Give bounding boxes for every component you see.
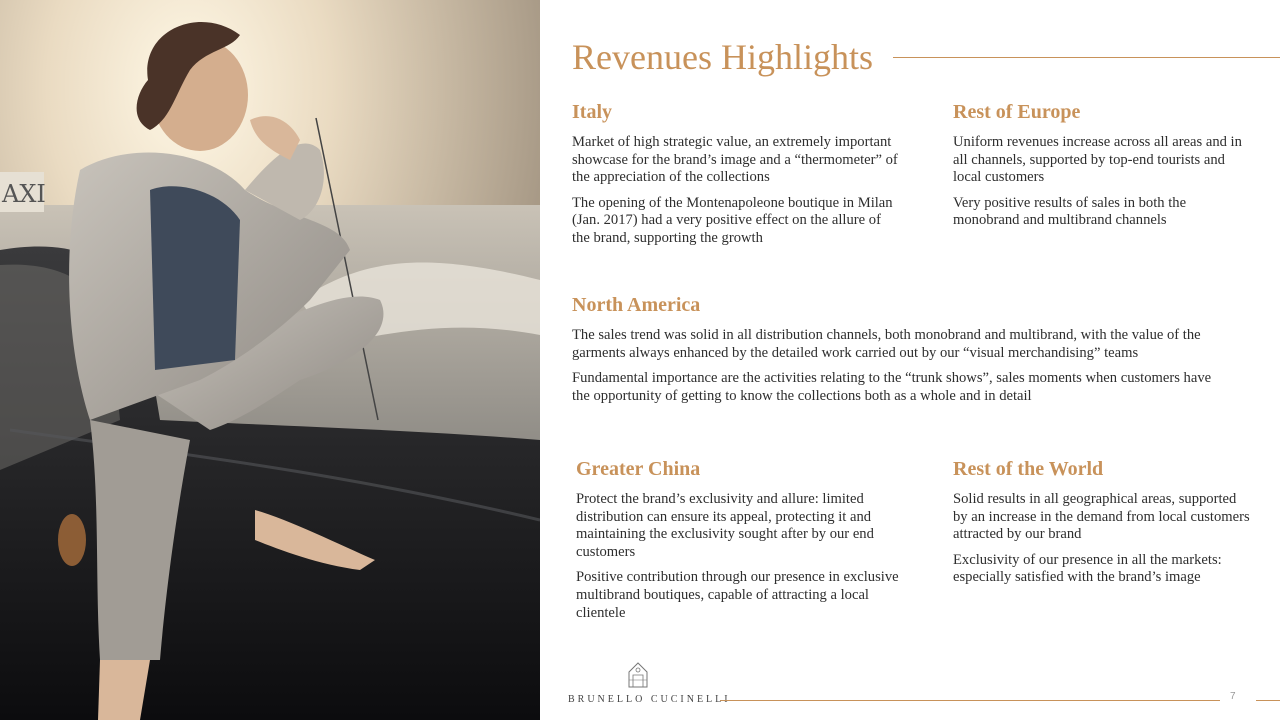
section-paragraph: Fundamental importance are the activities relating to the “trunk shows”, sales moments when customers have the opportunity of getting to know the collections both as a whole and in detail [572,370,1212,404]
section-paragraph: Very positive results of sales in both the monobrand and multibrand channels [953,194,1187,229]
title-divider [893,57,1280,58]
section-italy [572,101,902,256]
section-paragraph: Protect the brand’s exclusivity and allure: limited distribution can ensure its appeal, protecting it and maintaining the exclusivity sought after by our end customers [576,491,874,560]
hero-photo-illustration [0,0,540,720]
section-rest-of-europe [953,101,1253,238]
taxi-sign-text: AXI [2,180,46,208]
section-heading: Greater China [576,458,701,480]
brand-name: BRUNELLO CUCINELLI [568,694,731,705]
section-paragraph: Uniform revenues increase across all areas and in all channels, supported by top-end tourists and local customers [953,134,1242,186]
section-heading: Italy [572,101,612,123]
section-paragraph: Solid results in all geographical areas, supported by an increase in the demand from local customers attracted by our brand [953,491,1250,543]
section-north-america [572,294,1212,413]
section-paragraph: Market of high strategic value, an extremely important showcase for the brand’s image and a “thermometer” of the appreciation of the collections [572,134,898,186]
section-rest-of-world [953,458,1253,595]
page-title: Revenues Highlights [572,37,873,77]
section-paragraph: The opening of the Montenapoleone boutique in Milan (Jan. 2017) had a very positive effect on the allure of the brand, supporting the growth [572,194,893,246]
page-number: 7 [1230,691,1236,702]
section-greater-china [576,458,906,630]
footer-divider [720,700,1220,701]
section-heading: Rest of the World [953,458,1104,480]
section-paragraph: The sales trend was solid in all distribution channels, both monobrand and multibrand, with the value of the garments always enhanced by the detailed work carried out by our “visual merchandising” teams [572,327,1201,361]
section-heading: Rest of Europe [953,101,1081,123]
section-heading: North America [572,294,701,316]
footer-divider-end [1256,700,1280,701]
brand-crest-icon [626,660,650,690]
section-paragraph: Exclusivity of our presence in all the markets: especially satisfied with the brand’s image [953,551,1222,586]
hero-photo [0,0,540,720]
section-paragraph: Positive contribution through our presence in exclusive multibrand boutiques, capable of attracting a local clientele [576,569,899,621]
